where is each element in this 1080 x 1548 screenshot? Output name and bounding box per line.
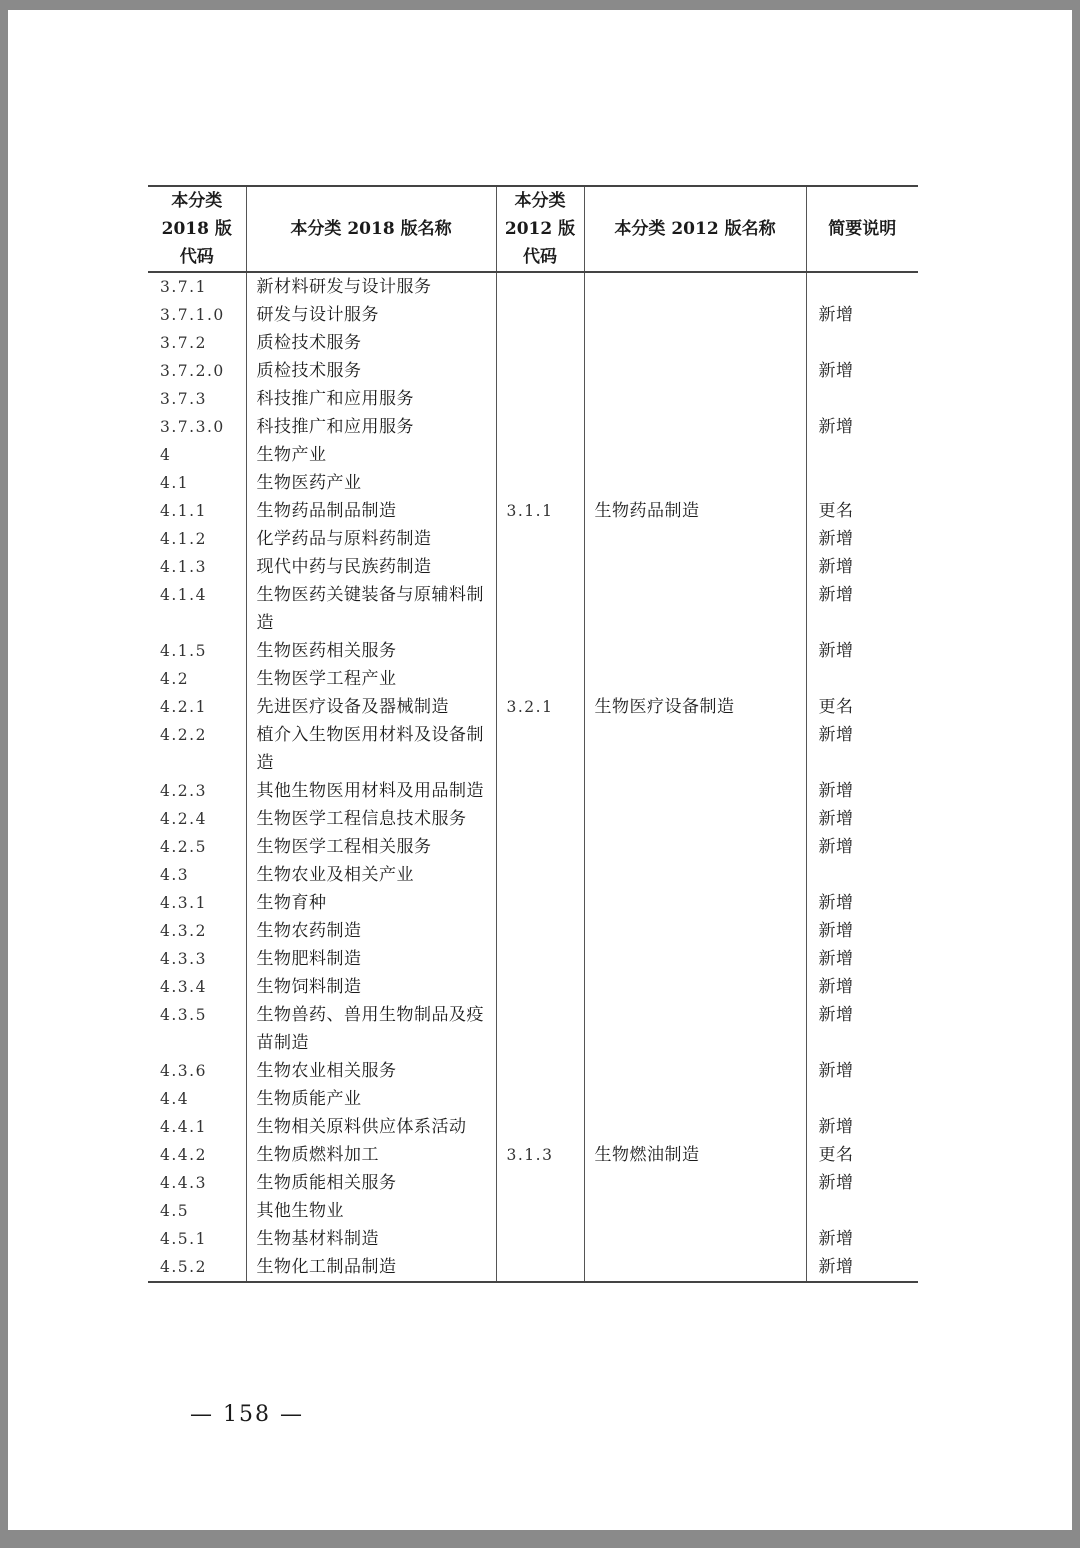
table-row (148, 1141, 918, 1169)
name-2018-cell: 研发与设计服务 (246, 301, 496, 329)
name-2012-cell (584, 1197, 806, 1225)
name-2018-cell: 先进医疗设备及器械制造 (246, 693, 496, 721)
code-2018-cell: 4.3.4 (160, 978, 207, 996)
name-2012-cell (584, 1085, 806, 1113)
code-2012-cell (496, 441, 584, 469)
code-2018-cell: 4.3.5 (160, 1006, 207, 1024)
table-row (148, 665, 918, 693)
code-2018-cell: 4.5.1 (160, 1230, 207, 1248)
name-2012-cell (584, 553, 806, 581)
name-2018-cell: 生物医药相关服务 (246, 637, 496, 665)
name-2012-cell (584, 889, 806, 917)
note-cell: 新增 (806, 525, 918, 553)
code-2012-cell (496, 525, 584, 553)
code-2018-cell: 4.1.2 (160, 530, 207, 548)
note-cell: 更名 (806, 497, 918, 525)
note-cell: 新增 (806, 1225, 918, 1253)
table-row (148, 889, 918, 917)
note-cell (806, 469, 918, 497)
code-2012-cell (496, 1197, 584, 1225)
table-row (148, 385, 918, 413)
code-2018-cell: 3.7.1.0 (160, 306, 225, 324)
name-2018-cell: 生物药品制品制造 (246, 497, 496, 525)
note-cell: 新增 (806, 1253, 918, 1282)
table-row (148, 805, 918, 833)
code-2012-cell (496, 413, 584, 441)
page-number: — 158 — (190, 1402, 304, 1427)
name-2018-cell: 生物医学工程信息技术服务 (246, 805, 496, 833)
code-2018-cell: 4 (160, 446, 172, 464)
table-header (148, 186, 918, 272)
note-cell: 新增 (806, 357, 918, 385)
code-2012-cell (496, 805, 584, 833)
name-2018-cell: 生物育种 (246, 889, 496, 917)
name-2018-cell: 生物化工制品制造 (246, 1253, 496, 1282)
table-row (148, 581, 918, 637)
header-name-2012: 本分类 2012 版名称 (584, 186, 806, 272)
code-2012-cell (496, 1085, 584, 1113)
code-2012-cell: 3.2.1 (496, 693, 584, 721)
code-2012-cell (496, 917, 584, 945)
code-2012-cell: 3.1.3 (496, 1141, 584, 1169)
name-2018-cell: 生物肥料制造 (246, 945, 496, 973)
note-cell (806, 272, 918, 301)
name-2018-cell: 质检技术服务 (246, 357, 496, 385)
note-cell: 新增 (806, 973, 918, 1001)
name-2012-cell (584, 301, 806, 329)
note-cell: 新增 (806, 1113, 918, 1141)
code-2018-cell: 3.7.3 (160, 390, 207, 408)
note-cell (806, 385, 918, 413)
code-2012-cell (496, 1225, 584, 1253)
code-2012-cell (496, 581, 584, 637)
code-2012-cell (496, 833, 584, 861)
code-2018-cell: 4.2.4 (160, 810, 207, 828)
name-2012-cell (584, 441, 806, 469)
name-2012-cell (584, 637, 806, 665)
name-2018-cell: 科技推广和应用服务 (246, 413, 496, 441)
code-2012-cell (496, 973, 584, 1001)
code-2018-cell: 4.3.3 (160, 950, 207, 968)
code-2012-cell (496, 553, 584, 581)
table-row (148, 497, 918, 525)
note-cell: 新增 (806, 721, 918, 777)
name-2018-cell: 新材料研发与设计服务 (246, 272, 496, 301)
table-row (148, 1113, 918, 1141)
table-row (148, 637, 918, 665)
name-2018-cell: 现代中药与民族药制造 (246, 553, 496, 581)
code-2012-cell (496, 777, 584, 805)
table-row (148, 721, 918, 777)
name-2012-cell: 生物药品制造 (584, 497, 806, 525)
name-2012-cell (584, 272, 806, 301)
code-2012-cell (496, 385, 584, 413)
table-row (148, 413, 918, 441)
table-row (148, 1253, 918, 1282)
code-2012-cell (496, 1057, 584, 1085)
code-2012-cell (496, 665, 584, 693)
name-2012-cell (584, 777, 806, 805)
code-2012-cell (496, 721, 584, 777)
code-2018-cell: 3.7.2 (160, 334, 207, 352)
code-2012-cell (496, 1169, 584, 1197)
code-2012-cell (496, 945, 584, 973)
name-2012-cell (584, 1113, 806, 1141)
code-2018-cell: 4.4 (160, 1090, 190, 1108)
code-2018-cell: 4.2 (160, 670, 190, 688)
note-cell: 新增 (806, 1057, 918, 1085)
classification-table (148, 185, 918, 1283)
code-2012-cell (496, 637, 584, 665)
code-2012-cell (496, 272, 584, 301)
header-code-2018: 本分类 2018 版 代码 (161, 191, 232, 267)
code-2018-cell: 4.4.3 (160, 1174, 207, 1192)
name-2012-cell (584, 833, 806, 861)
name-2012-cell (584, 469, 806, 497)
note-cell: 新增 (806, 805, 918, 833)
note-cell: 新增 (806, 777, 918, 805)
code-2018-cell: 4.2.2 (160, 726, 207, 744)
name-2018-cell: 生物医药关键装备与原辅料制造 (246, 581, 496, 637)
name-2018-cell: 生物质能相关服务 (246, 1169, 496, 1197)
note-cell (806, 329, 918, 357)
name-2012-cell: 生物医疗设备制造 (584, 693, 806, 721)
name-2018-cell: 其他生物医用材料及用品制造 (246, 777, 496, 805)
table-row (148, 357, 918, 385)
name-2018-cell: 生物产业 (246, 441, 496, 469)
name-2018-cell: 生物质能产业 (246, 1085, 496, 1113)
note-cell (806, 1085, 918, 1113)
name-2012-cell (584, 665, 806, 693)
note-cell (806, 665, 918, 693)
table-row (148, 1085, 918, 1113)
name-2018-cell: 生物医学工程相关服务 (246, 833, 496, 861)
code-2018-cell: 3.7.1 (160, 278, 207, 296)
name-2018-cell: 化学药品与原料药制造 (246, 525, 496, 553)
note-cell (806, 861, 918, 889)
code-2018-cell: 4.5 (160, 1202, 190, 1220)
table-row (148, 525, 918, 553)
note-cell: 新增 (806, 553, 918, 581)
note-cell: 新增 (806, 637, 918, 665)
table-row (148, 1225, 918, 1253)
code-2018-cell: 4.2.3 (160, 782, 207, 800)
header-note: 简要说明 (806, 186, 918, 272)
name-2012-cell (584, 329, 806, 357)
code-2012-cell (496, 889, 584, 917)
name-2018-cell: 生物农药制造 (246, 917, 496, 945)
code-2012-cell (496, 469, 584, 497)
code-2012-cell (496, 301, 584, 329)
table-row (148, 1197, 918, 1225)
document-page (8, 10, 1072, 1530)
code-2018-cell: 4.3.6 (160, 1062, 207, 1080)
code-2018-cell: 4.3.1 (160, 894, 207, 912)
name-2012-cell (584, 861, 806, 889)
code-2018-cell: 4.2.5 (160, 838, 207, 856)
name-2018-cell: 其他生物业 (246, 1197, 496, 1225)
code-2012-cell (496, 1113, 584, 1141)
note-cell: 新增 (806, 413, 918, 441)
code-2012-cell (496, 1001, 584, 1057)
name-2012-cell (584, 581, 806, 637)
code-2018-cell: 4.1.4 (160, 586, 207, 604)
name-2018-cell: 生物农业相关服务 (246, 1057, 496, 1085)
code-2012-cell (496, 861, 584, 889)
header-name-2018: 本分类 2018 版名称 (246, 186, 496, 272)
code-2018-cell: 4.1.3 (160, 558, 207, 576)
table-row (148, 777, 918, 805)
name-2018-cell: 生物医药产业 (246, 469, 496, 497)
name-2012-cell (584, 525, 806, 553)
table-row (148, 329, 918, 357)
code-2018-cell: 4.3.2 (160, 922, 207, 940)
name-2012-cell (584, 385, 806, 413)
name-2012-cell (584, 1169, 806, 1197)
name-2012-cell (584, 1253, 806, 1282)
note-cell (806, 441, 918, 469)
code-2018-cell: 4.1.1 (160, 502, 207, 520)
note-cell: 新增 (806, 833, 918, 861)
name-2018-cell: 生物质燃料加工 (246, 1141, 496, 1169)
name-2012-cell (584, 1225, 806, 1253)
code-2018-cell: 4.4.1 (160, 1118, 207, 1136)
table-row (148, 469, 918, 497)
note-cell: 新增 (806, 1169, 918, 1197)
code-2012-cell (496, 357, 584, 385)
note-cell: 新增 (806, 581, 918, 637)
name-2012-cell (584, 917, 806, 945)
code-2018-cell: 3.7.3.0 (160, 418, 225, 436)
table-row (148, 553, 918, 581)
table-row (148, 833, 918, 861)
code-2018-cell: 4.1.5 (160, 642, 207, 660)
table-row (148, 1057, 918, 1085)
code-2012-cell: 3.1.1 (496, 497, 584, 525)
note-cell: 新增 (806, 1001, 918, 1057)
table-row (148, 945, 918, 973)
name-2012-cell (584, 413, 806, 441)
table-row (148, 973, 918, 1001)
code-2018-cell: 4.5.2 (160, 1258, 207, 1276)
code-2018-cell: 3.7.2.0 (160, 362, 225, 380)
table-row (148, 441, 918, 469)
code-2018-cell: 4.1 (160, 474, 190, 492)
table-row (148, 272, 918, 301)
code-2018-cell: 4.2.1 (160, 698, 207, 716)
table-row (148, 861, 918, 889)
name-2012-cell: 生物燃油制造 (584, 1141, 806, 1169)
header-row (148, 186, 918, 272)
name-2012-cell (584, 357, 806, 385)
table-body (148, 272, 918, 1282)
note-cell: 新增 (806, 917, 918, 945)
name-2018-cell: 植介入生物医用材料及设备制造 (246, 721, 496, 777)
name-2018-cell: 生物兽药、兽用生物制品及疫苗制造 (246, 1001, 496, 1057)
name-2018-cell: 质检技术服务 (246, 329, 496, 357)
header-code-2012: 本分类 2012 版 代码 (496, 186, 584, 272)
note-cell: 更名 (806, 1141, 918, 1169)
name-2018-cell: 生物饲料制造 (246, 973, 496, 1001)
note-cell: 新增 (806, 889, 918, 917)
code-2018-cell: 4.4.2 (160, 1146, 207, 1164)
name-2012-cell (584, 973, 806, 1001)
code-2018-cell: 4.3 (160, 866, 190, 884)
name-2012-cell (584, 1001, 806, 1057)
name-2012-cell (584, 805, 806, 833)
note-cell (806, 1197, 918, 1225)
code-2012-cell (496, 1253, 584, 1282)
name-2018-cell: 生物医学工程产业 (246, 665, 496, 693)
name-2018-cell: 生物相关原料供应体系活动 (246, 1113, 496, 1141)
name-2012-cell (584, 1057, 806, 1085)
table-row (148, 1001, 918, 1057)
code-2012-cell (496, 329, 584, 357)
name-2018-cell: 生物基材料制造 (246, 1225, 496, 1253)
note-cell: 新增 (806, 945, 918, 973)
note-cell: 更名 (806, 693, 918, 721)
table-row (148, 693, 918, 721)
name-2012-cell (584, 721, 806, 777)
name-2018-cell: 科技推广和应用服务 (246, 385, 496, 413)
name-2018-cell: 生物农业及相关产业 (246, 861, 496, 889)
table-row (148, 301, 918, 329)
table-row (148, 1169, 918, 1197)
note-cell: 新增 (806, 301, 918, 329)
table-row (148, 917, 918, 945)
name-2012-cell (584, 945, 806, 973)
